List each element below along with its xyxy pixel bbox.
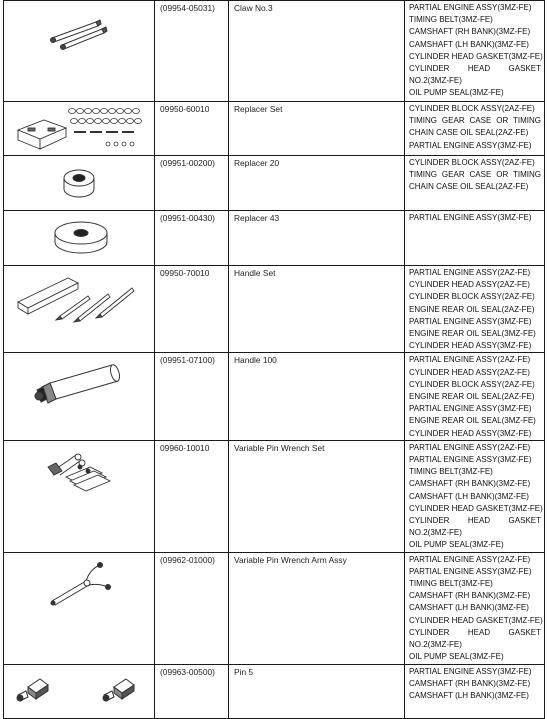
usage-line: OIL PUMP SEAL(3MZ-FE) bbox=[409, 652, 504, 662]
table-row bbox=[4, 1, 545, 102]
tool-illustration-cell bbox=[4, 664, 155, 718]
usage-line: CAMSHAFT (RH BANK)(3MZ-FE) bbox=[409, 591, 531, 601]
usage-cell bbox=[405, 211, 545, 266]
usage-line: CHAIN CASE OIL SEAL(2AZ-FE) bbox=[409, 182, 529, 192]
tool-name: Replacer Set bbox=[229, 102, 405, 156]
tool-illustration-cell bbox=[4, 440, 155, 552]
handle-set-icon bbox=[4, 266, 154, 352]
usage-line: CAMSHAFT (LH BANK)(3MZ-FE) bbox=[409, 691, 529, 701]
part-number: (09954-05031) bbox=[155, 1, 229, 102]
usage-line: ENGINE REAR OIL SEAL(3MZ-FE) bbox=[409, 416, 536, 426]
usage-line: PARTIAL ENGINE ASSY(3MZ-FE) bbox=[409, 566, 532, 576]
table-row bbox=[4, 353, 545, 440]
tool-name: Variable Pin Wrench Arm Assy bbox=[229, 552, 405, 664]
table-row bbox=[4, 156, 545, 211]
usage-line: PARTIAL ENGINE ASSY(3MZ-FE) bbox=[409, 316, 532, 326]
usage-line: ENGINE REAR OIL SEAL(3MZ-FE) bbox=[409, 329, 536, 339]
replacer-ring-icon bbox=[4, 156, 154, 210]
tool-illustration-cell bbox=[4, 156, 155, 211]
usage-line: CYLINDER HEAD ASSY(2AZ-FE) bbox=[409, 280, 530, 290]
tool-illustration-cell bbox=[4, 353, 155, 440]
usage-line: PARTIAL ENGINE ASSY(2AZ-FE) bbox=[409, 554, 531, 564]
usage-line: CYLINDER HEAD GASKET bbox=[409, 516, 541, 526]
usage-line: PARTIAL ENGINE ASSY(3MZ-FE) bbox=[409, 455, 532, 465]
part-number: 09950-70010 bbox=[155, 266, 229, 353]
sst-table bbox=[3, 0, 545, 719]
usage-line: TIMING BELT(3MZ-FE) bbox=[409, 15, 493, 25]
tool-name: Handle Set bbox=[229, 266, 405, 353]
part-number: 09950-60010 bbox=[155, 102, 229, 156]
claw-tool-icon bbox=[4, 1, 154, 101]
usage-line: PARTIAL ENGINE ASSY(3MZ-FE) bbox=[409, 3, 532, 12]
pin-icon bbox=[4, 665, 154, 718]
replacer-set-icon bbox=[4, 102, 154, 155]
table-row bbox=[4, 102, 545, 156]
usage-line: PARTIAL ENGINE ASSY(3MZ-FE) bbox=[409, 213, 532, 222]
usage-line: OIL PUMP SEAL(3MZ-FE) bbox=[409, 540, 504, 550]
usage-line: CYLINDER HEAD ASSY(3MZ-FE) bbox=[409, 428, 532, 438]
usage-line: TIMING BELT(3MZ-FE) bbox=[409, 467, 493, 477]
usage-line: TIMING BELT(3MZ-FE) bbox=[409, 579, 493, 589]
usage-line: NO.2(3MZ-FE) bbox=[409, 76, 462, 86]
usage-line: PARTIAL ENGINE ASSY(3MZ-FE) bbox=[409, 404, 532, 414]
part-number: 09960-10010 bbox=[155, 440, 229, 552]
tool-name: Pin 5 bbox=[229, 664, 405, 718]
tool-illustration-cell bbox=[4, 211, 155, 266]
tool-name: Replacer 43 bbox=[229, 211, 405, 266]
tool-name: Handle 100 bbox=[229, 353, 405, 440]
usage-line: PARTIAL ENGINE ASSY(3MZ-FE) bbox=[409, 666, 532, 676]
usage-line: CYLINDER BLOCK ASSY(2AZ-FE) bbox=[409, 379, 535, 389]
usage-line: CYLINDER HEAD GASKET(3MZ-FE) bbox=[409, 51, 543, 61]
table-row bbox=[4, 440, 545, 552]
usage-cell bbox=[405, 156, 545, 211]
replacer-disc-icon bbox=[4, 211, 154, 265]
usage-line: CAMSHAFT (RH BANK)(3MZ-FE) bbox=[409, 479, 531, 489]
usage-line: CYLINDER HEAD GASKET bbox=[409, 64, 541, 74]
pin-wrench-set-icon bbox=[4, 441, 154, 551]
tool-illustration-cell bbox=[4, 266, 155, 353]
usage-line: CYLINDER BLOCK ASSY(2AZ-FE) bbox=[409, 292, 535, 302]
usage-line: CAMSHAFT (RH BANK)(3MZ-FE) bbox=[409, 678, 531, 688]
usage-line: PARTIAL ENGINE ASSY(3MZ-FE) bbox=[409, 140, 532, 150]
part-number: (09951-00200) bbox=[155, 156, 229, 211]
tool-illustration-cell bbox=[4, 1, 155, 102]
part-number: (09951-00430) bbox=[155, 211, 229, 266]
usage-line: CYLINDER HEAD GASKET(3MZ-FE) bbox=[409, 615, 543, 625]
tool-illustration-cell bbox=[4, 102, 155, 156]
usage-line: PARTIAL ENGINE ASSY(2AZ-FE) bbox=[409, 355, 531, 365]
usage-line: CYLINDER BLOCK ASSY(2AZ-FE) bbox=[409, 158, 535, 167]
tool-name: Claw No.3 bbox=[229, 1, 405, 102]
usage-line: TIMING GEAR CASE OR TIMING bbox=[409, 170, 541, 180]
usage-line: CAMSHAFT (RH BANK)(3MZ-FE) bbox=[409, 27, 531, 37]
usage-line: NO.2(3MZ-FE) bbox=[409, 640, 462, 650]
tool-name: Replacer 20 bbox=[229, 156, 405, 211]
tool-name: Variable Pin Wrench Set bbox=[229, 440, 405, 552]
table-row bbox=[4, 211, 545, 266]
usage-cell bbox=[405, 440, 545, 552]
usage-line: CAMSHAFT (LH BANK)(3MZ-FE) bbox=[409, 603, 529, 613]
usage-cell bbox=[405, 102, 545, 156]
usage-line: OIL PUMP SEAL(3MZ-FE) bbox=[409, 88, 504, 98]
usage-line: ENGINE REAR OIL SEAL(2AZ-FE) bbox=[409, 304, 535, 314]
pin-wrench-arm-icon bbox=[4, 553, 154, 664]
usage-line: ENGINE REAR OIL SEAL(2AZ-FE) bbox=[409, 392, 535, 402]
usage-cell bbox=[405, 664, 545, 718]
usage-line: CYLINDER HEAD GASKET(3MZ-FE) bbox=[409, 503, 543, 513]
part-number: (09951-07100) bbox=[155, 353, 229, 440]
handle-icon bbox=[4, 353, 154, 439]
usage-line: NO.2(3MZ-FE) bbox=[409, 528, 462, 538]
usage-line: CYLINDER HEAD GASKET bbox=[409, 627, 541, 637]
table-row bbox=[4, 664, 545, 718]
part-number: (09962-01000) bbox=[155, 552, 229, 664]
part-number: (09963-00500) bbox=[155, 664, 229, 718]
usage-cell bbox=[405, 353, 545, 440]
usage-cell bbox=[405, 266, 545, 353]
table-row bbox=[4, 266, 545, 353]
usage-line: CYLINDER HEAD ASSY(2AZ-FE) bbox=[409, 367, 530, 377]
tool-illustration-cell bbox=[4, 552, 155, 664]
usage-cell bbox=[405, 552, 545, 664]
usage-line: PARTIAL ENGINE ASSY(2AZ-FE) bbox=[409, 268, 531, 277]
usage-line: PARTIAL ENGINE ASSY(2AZ-FE) bbox=[409, 442, 531, 452]
usage-line: CYLINDER HEAD ASSY(3MZ-FE) bbox=[409, 341, 532, 351]
usage-cell bbox=[405, 1, 545, 102]
usage-line: TIMING GEAR CASE OR TIMING bbox=[409, 116, 541, 126]
table-row bbox=[4, 552, 545, 664]
usage-line: CHAIN CASE OIL SEAL(2AZ-FE) bbox=[409, 128, 529, 138]
usage-line: CAMSHAFT (LH BANK)(3MZ-FE) bbox=[409, 491, 529, 501]
usage-line: CAMSHAFT (LH BANK)(3MZ-FE) bbox=[409, 39, 529, 49]
usage-line: CYLINDER BLOCK ASSY(2AZ-FE) bbox=[409, 104, 535, 113]
